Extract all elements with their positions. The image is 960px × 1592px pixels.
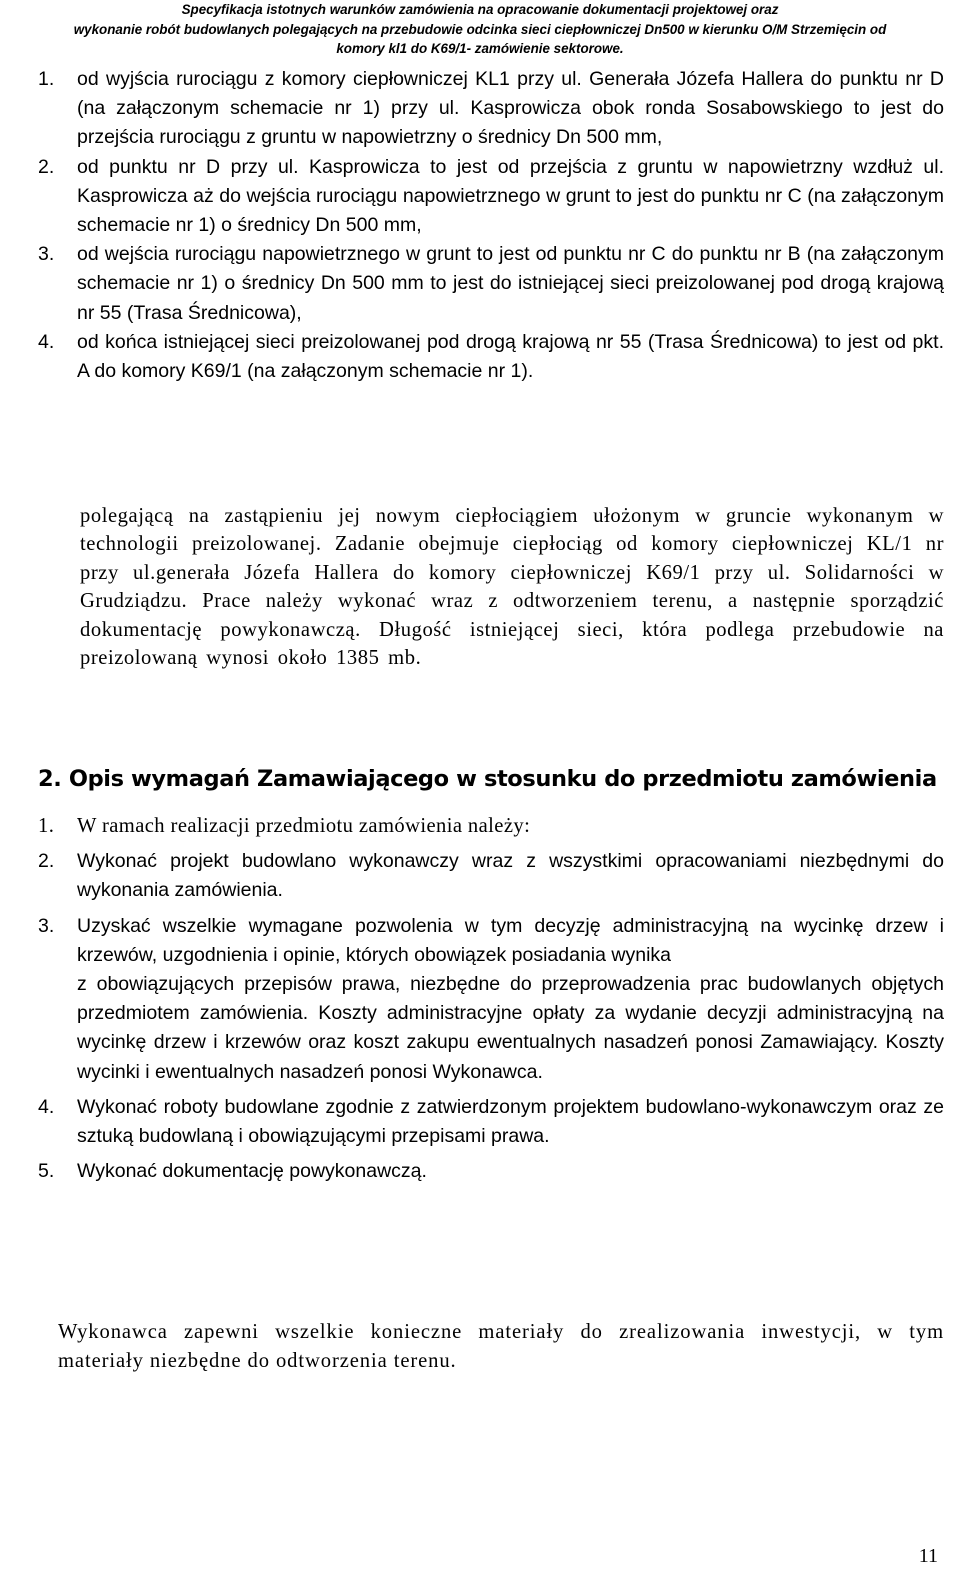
page-number: 11 (918, 1545, 938, 1567)
header-line-3: komory kl1 do K69/1- zamówienie sektorowe. (336, 41, 624, 56)
item-number: 4. (38, 1095, 55, 1118)
list-item (38, 1157, 944, 1186)
list-item (38, 912, 944, 1087)
section-2-list (38, 812, 944, 1192)
list-item (38, 847, 944, 905)
item-text: od końca istniejącej sieci preizolowanej pod drogą krajową nr 55 (Trasa Średnicowa) to jest od pkt. A do komory K69/1 (na załączonym schemacie nr 1). (77, 330, 944, 383)
item-text: od punktu nr D przy ul. Kasprowicza to jest od przejścia z gruntu w napowietrzny wzdłuż ul. Kasprowicza aż do wejścia rurociągu napowietrznego w grunt to jest do punktu nr C (na załączonym schemacie nr 1) o średnicy Dn 500 mm, (77, 155, 944, 237)
closing-paragraph: Wykonawca zapewni wszelkie konieczne materiały do zrealizowania inwestycji, w tym materiały niezbędne do odtworzenia terenu. (58, 1321, 944, 1372)
item-text: od wejścia rurociągu napowietrznego w grunt to jest od punktu nr C do punktu nr B (na załączonym schemacie nr 1) o średnicy Dn 500 mm to jest do istniejącej sieci preizolowanej pod drogą krajową nr 55 (Trasa Średnicowa), (77, 243, 944, 324)
item-text: od wyjścia rurociągu z komory ciepłowniczej KL1 przy ul. Generała Józefa Hallera do punktu nr D (na załączonym schemacie nr 1) przy ul. Kasprowicza obok ronda Sosabowskiego to jest do przejścia rurociągu z gruntu w napowietrzny o średnicy Dn 500 mm, (77, 68, 944, 149)
item-text-continued: z obowiązujących przepisów prawa, niezbędne do przeprowadzenia prac budowlanych objętych przedmiotem zamówienia. Koszty administracyjne opłaty za wydanie decyzji administracyjną na wycinkę drzew i krzewów oraz koszt zakupu ewentualnych nasadzeń ponosi Zamawiający. Koszty wycinki i ewentualnych nasadzeń ponosi Wykonawca. (77, 973, 944, 1083)
item-text: Wykonać roboty budowlane zgodnie z zatwierdzonym projektem budowlano-wykonawczym oraz ze sztuką budowlaną i obowiązującymi przepisami prawa. (77, 1095, 944, 1148)
item-number: 4. (38, 330, 55, 353)
list-item (38, 1093, 944, 1151)
section-1-list (38, 65, 944, 386)
item-text: Wykonać projekt budowlano wykonawczy wraz z wszystkimi opracowaniami niezbędnymi do wykonania zamówienia. (77, 850, 944, 902)
item-number: 2. (38, 155, 55, 178)
item-number: 3. (38, 914, 55, 937)
list-item (38, 812, 944, 841)
list-item (38, 240, 944, 328)
item-text: W ramach realizacji przedmiotu zamówienia należy: (77, 815, 531, 837)
header-line-1: Specyfikacja istotnych warunków zamówienia na opracowanie dokumentacji projektowej oraz (181, 2, 779, 17)
item-number: 5. (38, 1160, 55, 1183)
item-number: 1. (38, 815, 55, 837)
item-text: Wykonać dokumentację powykonawczą. (77, 1160, 427, 1183)
description-paragraph: polegającą na zastąpieniu jej nowym ciepłociągiem ułożonym w gruncie wykonanym w technologii preizolowanej. Zadanie obejmuje ciepłociąg od komory ciepłowniczej KL/1 nr przy ul.generała Józefa Hallera do komory ciepłowniczej K69/1 przy ul. Solidarności w Grudziądzu. Prace należy wykonać wraz z odtworzeniem terenu, a następnie sporządzić dokumentację powykonawczą. Długość istniejącej sieci, która podlega przebudowie na preizolowaną wynosi około 1385 mb. (80, 505, 944, 670)
item-text: Uzyskać wszelkie wymagane pozwolenia w tym decyzję administracyjną na wycinkę drzew i krzewów, uzgodnienia i opinie, których obowiązek posiadania wynika (77, 914, 944, 966)
section-2-heading: 2. Opis wymagań Zamawiającego w stosunku do przedmiotu zamówienia (38, 766, 937, 792)
item-number: 3. (38, 243, 55, 266)
list-item (38, 153, 944, 241)
item-number: 1. (38, 68, 55, 90)
item-number: 2. (38, 850, 55, 873)
header-line-2: wykonanie robót budowlanych polegających na przebudowie odcinka sieci ciepłowniczej Dn500 w kierunku O/M Strzemięcin od (73, 21, 887, 37)
list-item (38, 328, 944, 386)
page-header (0, 0, 960, 59)
list-item (38, 65, 944, 153)
